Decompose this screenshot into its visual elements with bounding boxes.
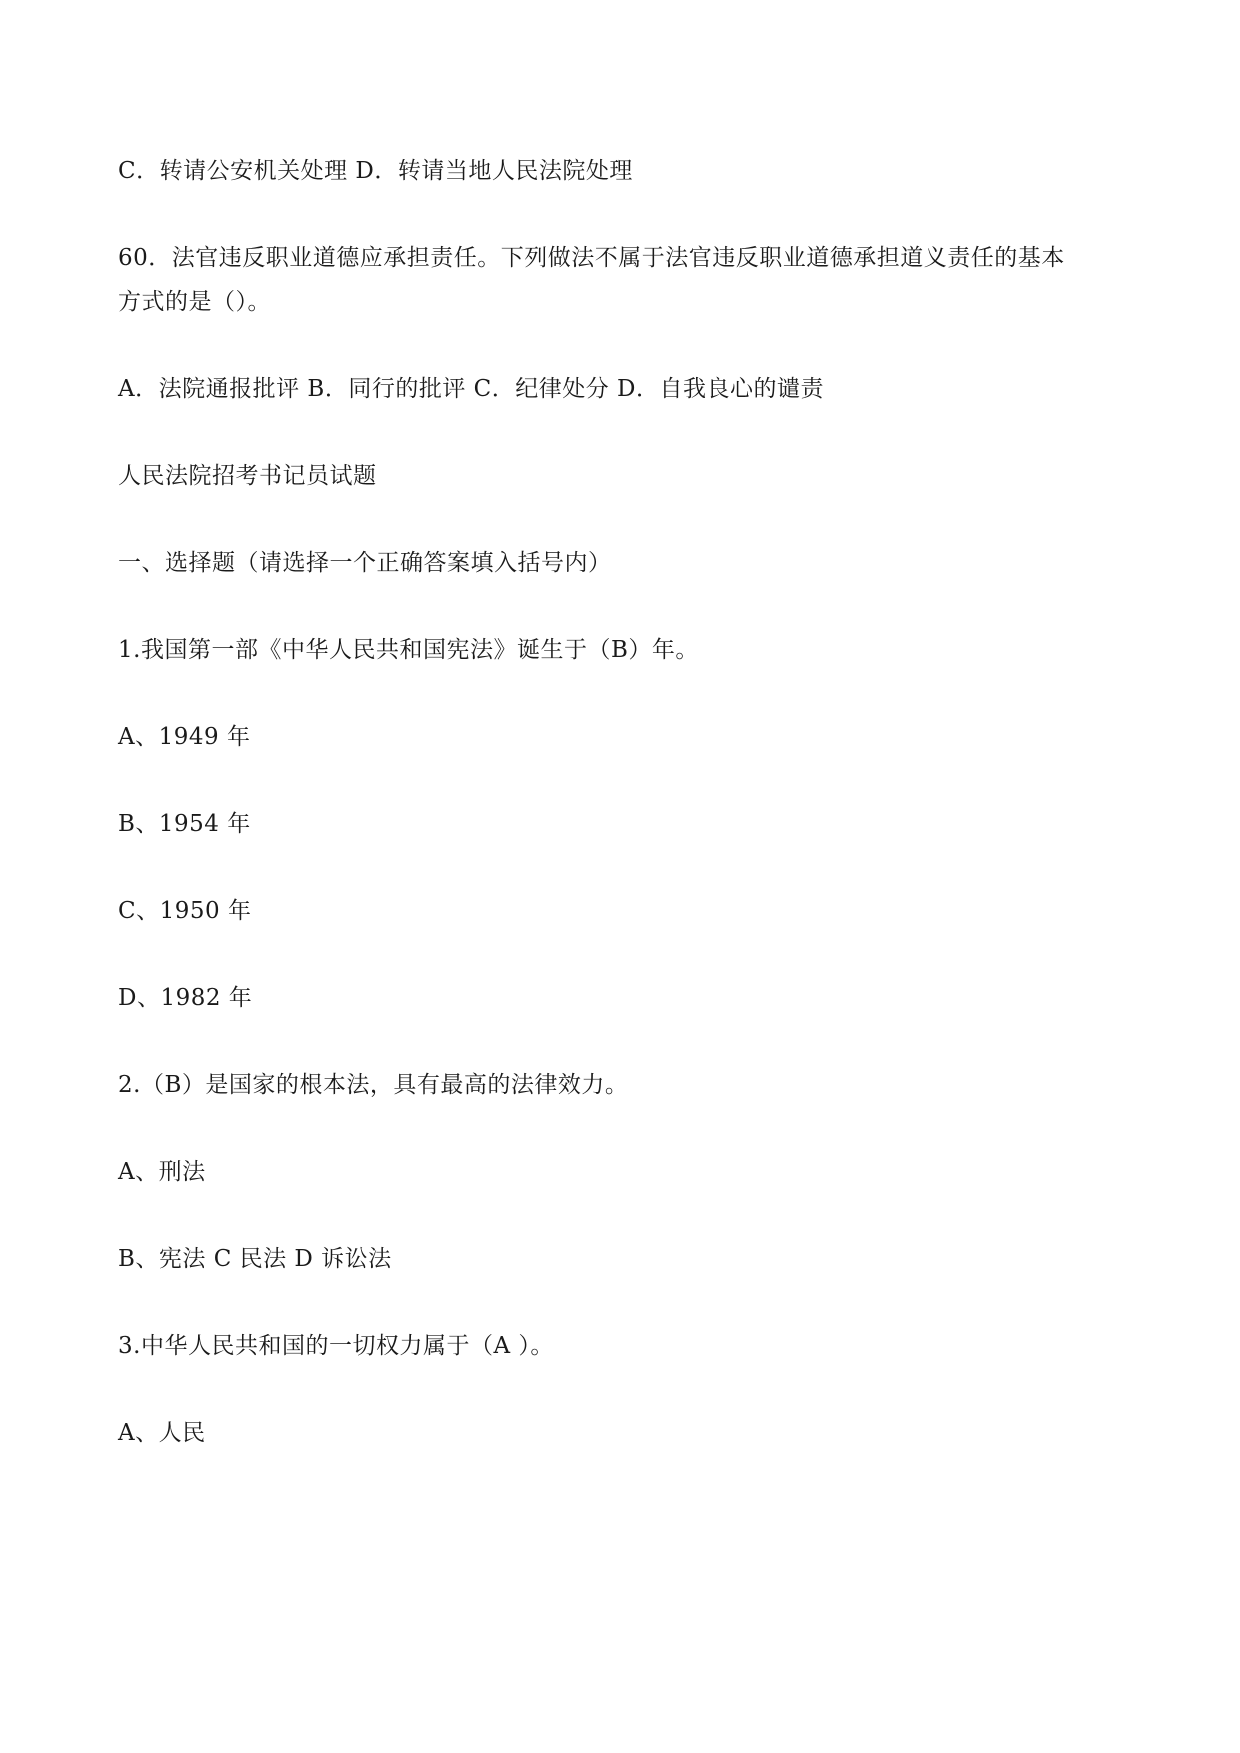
- q60-options: A．法院通报批评 B．同行的批评 C．纪律处分 D．自我良心的谴责: [118, 376, 824, 402]
- section-title: 人民法院招考书记员试题: [118, 463, 377, 489]
- q59-options-cd: C．转请公安机关处理 D．转请当地人民法院处理: [118, 158, 633, 184]
- q1-option-c: C、1950 年: [118, 898, 252, 924]
- q2-stem: 2.（B）是国家的根本法，具有最高的法律效力。: [118, 1072, 629, 1098]
- q1-option-a: A、1949 年: [118, 724, 251, 750]
- q60-stem-line-1: 60．法官违反职业道德应承担责任。下列做法不属于法官违反职业道德承担道义责任的基本: [118, 245, 1065, 271]
- section-heading: 一、选择题（请选择一个正确答案填入括号内）: [118, 550, 612, 576]
- q2-option-a: A、刑法: [118, 1159, 206, 1185]
- q1-option-b: B、1954 年: [118, 811, 251, 837]
- q1-stem: 1.我国第一部《中华人民共和国宪法》诞生于（B）年。: [118, 637, 699, 663]
- q60-stem-line-2: 方式的是（）。: [118, 289, 271, 315]
- q3-stem: 3.中华人民共和国的一切权力属于（A ）。: [118, 1333, 554, 1359]
- q2-options-bcd: B、宪法 C 民法 D 诉讼法: [118, 1246, 392, 1272]
- q1-option-d: D、1982 年: [118, 985, 253, 1011]
- q3-option-a: A、人民: [118, 1420, 206, 1446]
